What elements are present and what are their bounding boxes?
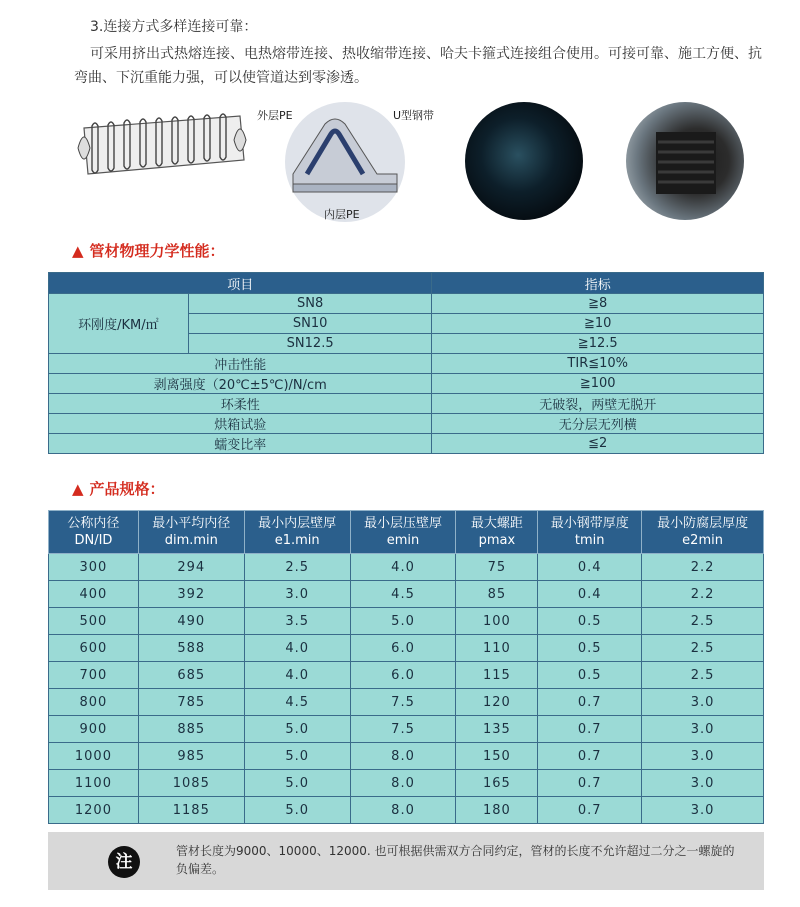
intro-title: 3.连接方式多样连接可靠： [90,19,258,35]
spec-cell: 3.0 [642,689,764,716]
table-header-row [49,511,764,554]
spec-cell: 294 [138,554,244,581]
spec-cell: 3.0 [642,716,764,743]
spec-cell: 600 [49,635,139,662]
outer-pe-label: 外层PE [257,109,293,122]
spec-cell: 3.0 [642,743,764,770]
spec-cell: 392 [138,581,244,608]
property-item: 环柔性 [49,394,432,414]
spec-cell: 110 [456,635,538,662]
product-specs-title: 产品规格： [89,480,165,498]
product-specs-table [48,510,764,824]
spec-cell: 0.7 [538,716,642,743]
table-row [49,414,764,434]
spec-cell: 4.5 [350,581,456,608]
spec-cell: 1200 [49,797,139,824]
spec-cell: 4.0 [350,554,456,581]
warning-triangle-icon: ▲ [72,242,84,260]
property-value: ≦2 [432,434,764,454]
ring-grade: SN12.5 [188,334,432,354]
spec-cell: 6.0 [350,662,456,689]
spec-cell: 2.5 [642,608,764,635]
spec-cell: 3.0 [642,770,764,797]
property-value: 无破裂，两壁无脱开 [432,394,764,414]
spec-cell: 4.0 [244,662,350,689]
spec-cell: 3.0 [244,581,350,608]
spec-cell: 0.7 [538,743,642,770]
spec-cell: 0.4 [538,554,642,581]
spec-cell: 400 [49,581,139,608]
spec-cell: 100 [456,608,538,635]
spec-cell: 75 [456,554,538,581]
spec-cell: 490 [138,608,244,635]
spec-cell: 588 [138,635,244,662]
spec-cell: 4.0 [244,635,350,662]
spec-cell: 1185 [138,797,244,824]
table-row [49,354,764,374]
spec-cell: 4.5 [244,689,350,716]
spec-header-cell [642,511,764,554]
table-row [49,394,764,414]
spec-cell: 5.0 [244,716,350,743]
spec-cell: 6.0 [350,635,456,662]
spec-cell: 1000 [49,743,139,770]
spec-header-en: pmax [478,533,516,548]
spec-cell: 785 [138,689,244,716]
spec-cell: 8.0 [350,743,456,770]
spec-header-cn: 最大螺距 [470,516,523,531]
spec-cell: 800 [49,689,139,716]
spec-header-cn: 公称内径 [67,516,120,531]
intro-text: 可采用挤出式热熔连接、电热熔带连接、热收缩带连接、哈夫卡箍式连接组合使用。可接可靠、施工方便、抗弯曲、下沉重能力强，可以使管道达到零渗透。 [74,46,762,86]
pipe-factory-photo [626,102,744,220]
spec-cell: 0.7 [538,797,642,824]
spec-header-en: emin [386,533,420,548]
header-index: 指标 [432,273,764,294]
spec-header-en: e2min [682,533,723,548]
spec-cell: 150 [456,743,538,770]
spec-cell: 3.5 [244,608,350,635]
spec-cell: 1085 [138,770,244,797]
ring-grade: SN10 [188,314,432,334]
spec-cell: 5.0 [244,743,350,770]
note-text: 管材长度为9000、10000、12000. 也可根据供需双方合同约定，管材的长度不允许超过二分之一螺旋的负偏差。 [176,844,735,876]
spec-cell: 3.0 [642,797,764,824]
table-row [49,770,764,797]
spec-header-cell [49,511,139,554]
spec-cell: 7.5 [350,689,456,716]
spec-header-cn: 最小钢带厚度 [550,516,629,531]
wall-cross-section-diagram [285,102,405,222]
spec-header-cell [538,511,642,554]
spec-cell: 135 [456,716,538,743]
spec-cell: 85 [456,581,538,608]
spec-header-cn: 最小防腐层厚度 [657,516,749,531]
ring-value: ≧8 [432,294,764,314]
note-badge: 注 [108,846,140,878]
spec-header-cell [244,511,350,554]
property-value: 无分层无列横 [432,414,764,434]
spec-cell: 0.5 [538,608,642,635]
ring-value: ≧10 [432,314,764,334]
pipe-photo-detail [626,102,744,220]
spec-cell: 1100 [49,770,139,797]
table-row [49,662,764,689]
spec-cell: 180 [456,797,538,824]
spec-cell: 5.0 [350,608,456,635]
corrugated-pipe-illustration [74,108,250,184]
spec-cell: 300 [49,554,139,581]
spec-cell: 2.5 [642,662,764,689]
pipe-end-photo [465,102,583,220]
spec-cell: 5.0 [244,770,350,797]
ring-value: ≧12.5 [432,334,764,354]
property-item: 烘箱试验 [49,414,432,434]
spec-cell: 0.7 [538,689,642,716]
spec-header-cn: 最小内层壁厚 [258,516,337,531]
table-row [49,716,764,743]
inner-pe-label: 内层PE [324,208,360,221]
table-row [49,689,764,716]
spec-cell: 0.7 [538,770,642,797]
wall-section-drawing [285,102,405,222]
spec-cell: 0.5 [538,662,642,689]
property-item: 冲击性能 [49,354,432,374]
physical-properties-table [48,272,764,454]
spec-table-body [49,554,764,824]
table-row [49,797,764,824]
physical-properties-title: 管材物理力学性能： [89,242,225,260]
spec-cell: 8.0 [350,770,456,797]
spec-header-cn: 最小平均内径 [152,516,231,531]
spec-header-cell [456,511,538,554]
property-value: ≧100 [432,374,764,394]
table-row [49,635,764,662]
spec-header-cell [138,511,244,554]
spec-cell: 2.5 [244,554,350,581]
table-row [49,581,764,608]
table-row [49,743,764,770]
spec-cell: 2.2 [642,581,764,608]
table-row [49,608,764,635]
warning-triangle-icon: ▲ [72,480,84,498]
spec-cell: 0.5 [538,635,642,662]
spec-cell: 885 [138,716,244,743]
spec-header-cell [350,511,456,554]
spec-cell: 5.0 [244,797,350,824]
note-box [48,832,764,890]
spec-header-en: DN/ID [74,533,113,548]
physical-properties-heading [72,240,225,261]
spec-cell: 500 [49,608,139,635]
ring-grade: SN8 [188,294,432,314]
table-row [49,554,764,581]
spec-cell: 7.5 [350,716,456,743]
spec-cell: 120 [456,689,538,716]
spec-cell: 8.0 [350,797,456,824]
spec-cell: 985 [138,743,244,770]
spec-cell: 685 [138,662,244,689]
spec-cell: 700 [49,662,139,689]
spec-cell: 165 [456,770,538,797]
product-specs-heading [72,478,165,499]
property-item: 剥离强度（20℃±5℃)/N/cm [49,374,432,394]
u-steel-strip-label: U型钢带 [393,109,435,122]
table-row [49,434,764,454]
table-row [49,374,764,394]
spec-cell: 115 [456,662,538,689]
property-value: TIR≦10% [432,354,764,374]
spec-header-en: tmin [574,533,605,548]
table-header-row [49,273,764,294]
spec-cell: 0.4 [538,581,642,608]
spec-cell: 2.5 [642,635,764,662]
property-item: 蠕变比率 [49,434,432,454]
spec-cell: 900 [49,716,139,743]
spec-cell: 2.2 [642,554,764,581]
table-row [49,294,764,314]
spec-header-en: dim.min [164,533,218,548]
spec-header-en: e1.min [274,533,320,548]
header-item: 项目 [49,273,432,294]
spec-header-cn: 最小层压壁厚 [364,516,443,531]
ring-stiffness-label: 环刚度/KM/㎡ [49,294,189,354]
